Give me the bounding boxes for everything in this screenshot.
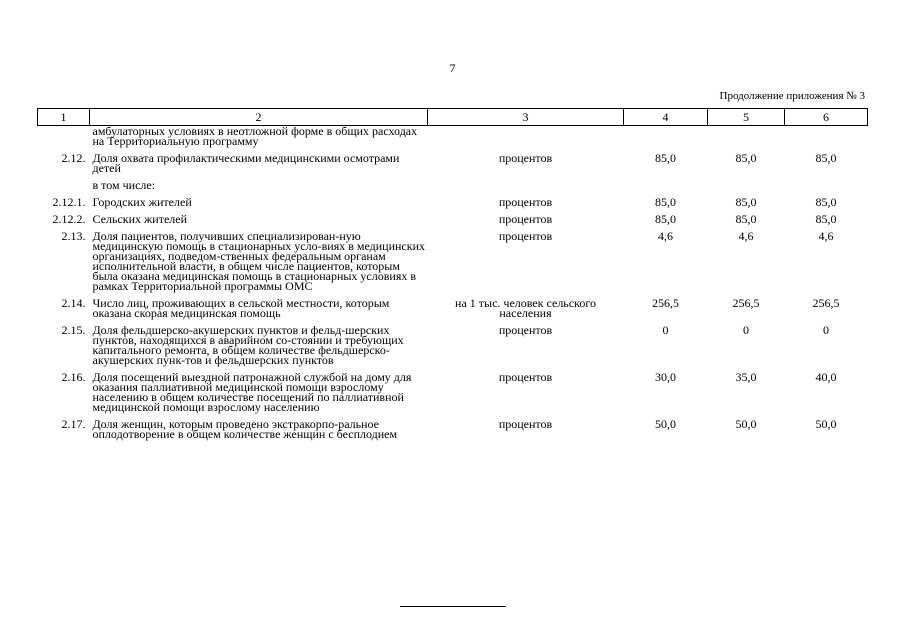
indicator-name: Доля фельдшерско-акушерских пунктов и фельд-шерских пунктов, находящихся в аварийном со-стоянии и требующих капитального ремонта, в общем количестве фельдшерско-акушерских пунк-тов и фельдшерских пунктов — [92, 323, 404, 367]
row-number: 2.17. — [61, 417, 86, 431]
table-body — [38, 126, 868, 447]
column-header-4: 4 — [624, 109, 708, 126]
continuation-note: Продолжение приложения № 3 — [719, 90, 865, 102]
indicator-name: в том числе: — [92, 178, 156, 192]
indicator-name: Доля пациентов, получивших специализирован-ную медицинскую помощь в стационарных усло-виях в медицинских организациях, подведом-ственных федеральным органам исполнительной власти, в общем числе пациентов, которым была оказана медицинская помощь в стационарных условиях в рамках Территориальной программы ОМС — [92, 229, 426, 293]
row-number: 2.16. — [61, 370, 86, 384]
row-number: 2.12.2. — [52, 212, 86, 226]
indicator-name: Доля посещений выездной патронажной службой на дому для оказания паллиативной медицинской помощи взрослому населению в общем количестве посещений по паллиативной медицинской помощи взрослому населению — [92, 370, 412, 414]
unit: на 1 тыс. человек сельского населения — [455, 296, 596, 320]
unit: процентов — [498, 195, 553, 209]
value-col-5: 50,0 — [735, 417, 757, 431]
row-number: 2.13. — [61, 229, 86, 243]
row-number: 2.15. — [61, 323, 86, 337]
value-col-6: 0 — [823, 323, 829, 337]
unit: процентов — [498, 229, 553, 243]
value-col-6: 4,6 — [818, 229, 834, 243]
column-header-1: 1 — [38, 109, 90, 126]
table-row — [38, 153, 868, 180]
indicator-name: амбулаторных условиях в неотложной форме в общих расходах на Территориальную программу — [92, 124, 418, 148]
value-col-4: 85,0 — [655, 212, 676, 226]
value-col-6: 85,0 — [815, 151, 837, 165]
table-row — [38, 325, 868, 372]
value-col-4: 85,0 — [655, 151, 676, 165]
table-row — [38, 126, 868, 154]
row-number — [38, 126, 90, 154]
indicator-name: Сельских жителей — [92, 212, 188, 226]
unit: процентов — [498, 417, 553, 431]
row-number: 2.14. — [61, 296, 86, 310]
table-row — [38, 231, 868, 298]
table-row — [38, 298, 868, 325]
unit: процентов — [498, 323, 553, 337]
value-col-4: 30,0 — [655, 370, 676, 384]
value-col-6: 85,0 — [815, 212, 837, 226]
value-col-5: 256,5 — [732, 296, 760, 310]
footer-divider — [400, 606, 506, 607]
value-col-6: 40,0 — [815, 370, 837, 384]
unit: процентов — [498, 151, 553, 165]
table-row — [38, 419, 868, 446]
value-col-5: 85,0 — [735, 195, 757, 209]
table-row — [38, 372, 868, 419]
page-number: 7 — [449, 61, 456, 75]
unit: процентов — [498, 370, 553, 384]
value-col-5: 0 — [743, 323, 749, 337]
indicator-name: Доля охвата профилактическими медицинскими осмотрами детей — [92, 151, 400, 175]
column-header-3: 3 — [428, 109, 624, 126]
value-col-6: 256,5 — [812, 296, 840, 310]
column-header-5: 5 — [708, 109, 785, 126]
value-col-4: 50,0 — [655, 417, 676, 431]
header-row — [38, 109, 868, 126]
row-number: 2.12.1. — [52, 195, 86, 209]
value-col-5: 4,6 — [738, 229, 754, 243]
value-col-6 — [785, 126, 868, 154]
value-col-4 — [624, 126, 708, 154]
value-col-4: 4,6 — [658, 229, 673, 243]
value-col-6: 85,0 — [815, 195, 837, 209]
row-number: 2.12. — [61, 151, 86, 165]
unit — [428, 126, 624, 154]
value-col-5: 85,0 — [735, 212, 757, 226]
indicator-name: Доля женщин, которым проведено экстракорпо-ральное оплодотворение в общем количестве женщин с бесплодием — [92, 417, 398, 441]
value-col-5: 85,0 — [735, 151, 757, 165]
column-header-6: 6 — [785, 109, 868, 126]
indicators-table — [37, 108, 868, 446]
value-col-4: 85,0 — [655, 195, 676, 209]
indicator-name: Число лиц, проживающих в сельской местности, которым оказана скорая медицинская помощь — [92, 296, 390, 320]
value-col-4: 256,5 — [652, 296, 679, 310]
indicator-name: Городских жителей — [92, 195, 192, 209]
value-col-6: 50,0 — [815, 417, 837, 431]
value-col-4: 0 — [662, 323, 669, 337]
unit: процентов — [498, 212, 553, 226]
value-col-5: 35,0 — [735, 370, 757, 384]
column-header-2: 2 — [90, 109, 428, 126]
value-col-5 — [708, 126, 785, 154]
table-header — [38, 109, 868, 126]
